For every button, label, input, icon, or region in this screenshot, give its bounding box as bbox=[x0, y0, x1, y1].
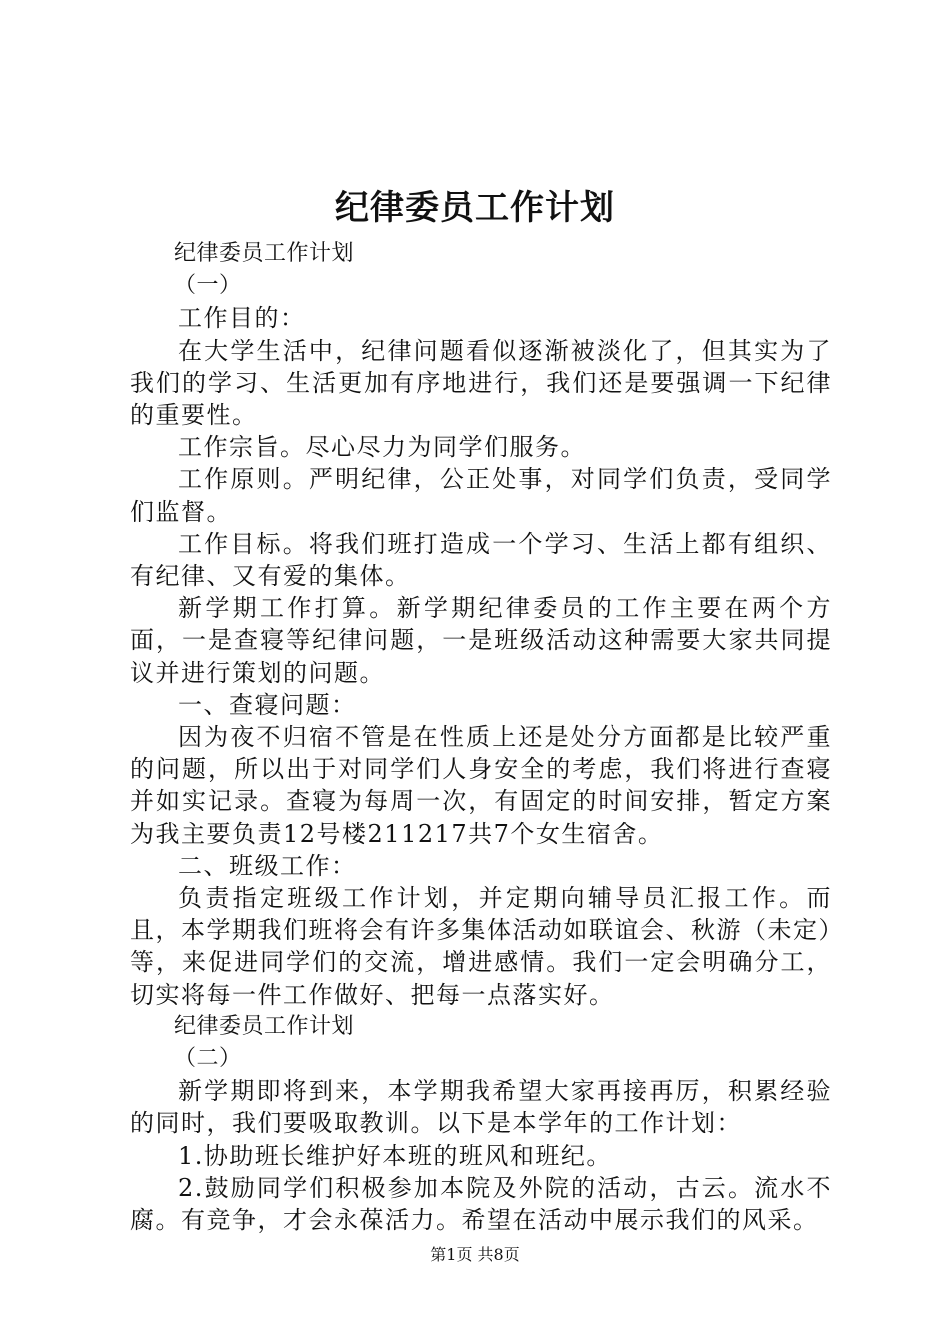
document-title: 纪律委员工作计划 bbox=[335, 188, 615, 228]
paragraph: 因为夜不归宿不管是在性质上还是处分方面都是比较严重的问题，所以出于对同学们人身安全的考虑，我们将进行查寝并如实记录。查寝为每周一次，有固定的时间安排，暂定方案为我主要负责12号楼211217共7个女生宿舍。 bbox=[130, 723, 832, 848]
paragraph: 1.协助班长维护好本班的班风和班纪。 bbox=[178, 1141, 612, 1170]
paragraph: 工作原则。严明纪律，公正处事，对同学们负责，受同学们监督。 bbox=[130, 465, 832, 526]
paragraph: 工作目标。将我们班打造成一个学习、生活上都有组织、有纪律、又有爱的集体。 bbox=[130, 529, 832, 591]
section-heading: 纪律委员工作计划 bbox=[174, 1013, 355, 1039]
document-body bbox=[130, 238, 832, 1236]
paragraph: 工作目的： bbox=[178, 304, 306, 333]
paragraph: 新学期工作打算。新学期纪律委员的工作主要在两个方面，一是查寝等纪律问题，一是班级活动这种需要大家共同提议并进行策划的问题。 bbox=[130, 594, 832, 687]
paragraph: 负责指定班级工作计划，并定期向辅导员汇报工作。而且，本学期我们班将会有许多集体活动如联谊会、秋游（未定）等，来促进同学们的交流，增进感情。我们一定会明确分工，切实将每一件工作做好、把每一点落实好。 bbox=[130, 884, 832, 1009]
paragraph: 2.鼓励同学们积极参加本院及外院的活动，古云。流水不腐。有竞争，才会永葆活力。希望在活动中展示我们的风采。 bbox=[130, 1173, 832, 1235]
page-footer: 第1页 共8页 bbox=[430, 1245, 520, 1264]
section-heading: 纪律委员工作计划 bbox=[174, 241, 355, 266]
paragraph: 二、班级工作： bbox=[178, 851, 357, 880]
paragraph: 在大学生活中，纪律问题看似逐渐被淡化了，但其实为了我们的学习、生活更加有序地进行，我们还是要强调一下纪律的重要性。 bbox=[130, 336, 832, 430]
paragraph: 新学期即将到来，本学期我希望大家再接再厉，积累经验的同时，我们要吸取教训。以下是本学年的工作计划： bbox=[130, 1077, 832, 1138]
section-number: （一） bbox=[174, 273, 242, 299]
section-number: （二） bbox=[174, 1046, 242, 1072]
paragraph: 一、查寝问题： bbox=[178, 690, 357, 719]
paragraph: 工作宗旨。尽心尽力为同学们服务。 bbox=[178, 433, 586, 462]
